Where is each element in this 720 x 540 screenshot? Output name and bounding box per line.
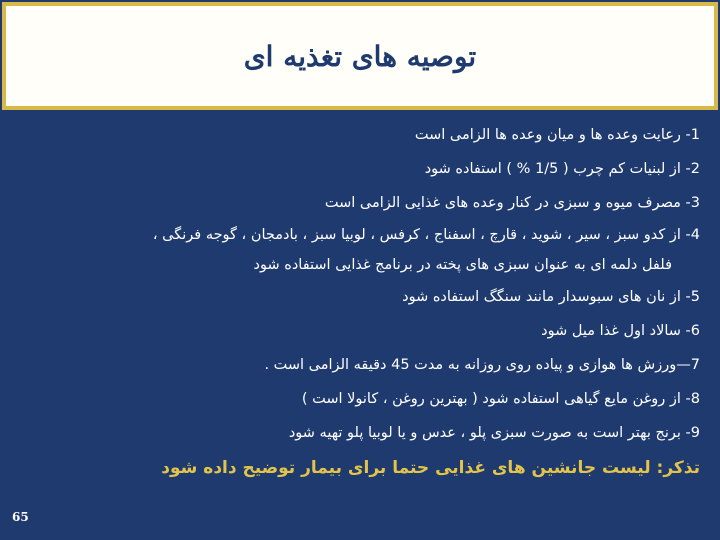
list-item-6: 6- سالاد اول غذا میل شود [541, 323, 700, 339]
list-item-7: 7—ورزش ها هوازی و پیاده روی روزانه به مدت 45 دقیقه الزامی است . [264, 357, 700, 373]
slide-title: توصیه های تغذیه ای [243, 40, 477, 73]
list-item-4-text: 4- از کدو سبز ، سیر ، شوید ، قارچ ، اسفناج ، کرفس ، لوبیا سبز ، بادمجان ، گوجه فرنگی ، [152, 227, 700, 243]
list-item-4 [40, 220, 700, 280]
list-item-5: 5- از نان های سبوسدار مانند سنگگ استفاده شود [402, 289, 700, 305]
list-item-2: 2- از لبنیات کم چرب ( 1/5 % ) استفاده شود [424, 161, 700, 177]
recommendations-list [40, 118, 700, 450]
list-item-8: 8- از روغن مایع گیاهی استفاده شود ( بهترین روغن ، کانولا است ) [301, 391, 700, 407]
note-text: تذکر: لیست جانشین های غذایی حتما برای بیمار توضیح داده شود [161, 458, 700, 478]
page-number: 65 [12, 510, 29, 524]
list-item-1: 1- رعایت وعده ها و میان وعده ها الزامی است [414, 127, 700, 143]
list-item-9: 9- برنج بهتر است به صورت سبزی پلو ، عدس و یا لوبیا پلو تهیه شود [288, 425, 700, 441]
list-item-3: 3- مصرف میوه و سبزی در کنار وعده های غذایی الزامی است [324, 195, 700, 211]
list-item-4-continuation: فلفل دلمه ای به عنوان سبزی های پخته در برنامج غذایی استفاده شود [253, 257, 672, 273]
title-box [2, 2, 718, 110]
